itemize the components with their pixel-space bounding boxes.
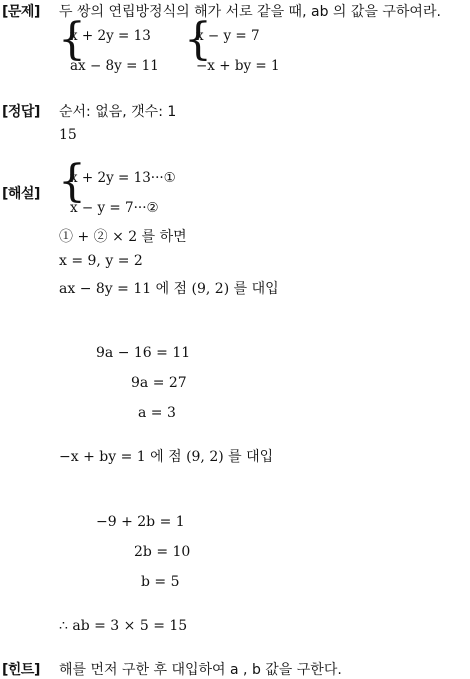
work-b-line1: −9 + 2b = 1 bbox=[96, 514, 185, 530]
solution-step-result: x = 9, y = 2 bbox=[59, 253, 143, 269]
hint-label: [힌트] bbox=[2, 662, 40, 678]
solution-label: [해설] bbox=[2, 186, 40, 202]
left-brace-icon: { bbox=[58, 156, 86, 207]
work-a-line2: 9a = 27 bbox=[131, 375, 187, 391]
work-b-line2: 2b = 10 bbox=[134, 544, 191, 560]
work-b-line3: b = 5 bbox=[141, 574, 180, 590]
answer-value: 15 bbox=[59, 127, 77, 143]
work-a-line1: 9a − 16 = 11 bbox=[96, 345, 191, 361]
work-a-line3: a = 3 bbox=[138, 405, 176, 421]
system2-eq2: −x + by = 1 bbox=[196, 58, 280, 74]
system1-eq1: x + 2y = 13 bbox=[70, 28, 151, 44]
answer-meta: 순서: 없음, 갯수: 1 bbox=[59, 104, 177, 120]
problem-label: [문제] bbox=[2, 4, 40, 20]
solution-eq2: x − y = 7···② bbox=[70, 200, 159, 216]
left-brace-icon: { bbox=[184, 14, 212, 65]
hint-text: 해를 먼저 구한 후 대입하여 a , b 값을 구한다. bbox=[59, 662, 342, 678]
solution-eq1: x + 2y = 13···① bbox=[70, 170, 176, 186]
left-brace-icon: { bbox=[58, 14, 86, 65]
system1-eq2: ax − 8y = 11 bbox=[70, 58, 159, 74]
system2-eq1: x − y = 7 bbox=[196, 28, 260, 44]
problem-statement: 두 쌍의 연립방정식의 해가 서로 같을 때, ab 의 값을 구하여라. bbox=[59, 4, 441, 20]
answer-label: [정답] bbox=[2, 104, 40, 120]
solution-step-combine: ① + ② × 2 를 하면 bbox=[59, 229, 187, 245]
solution-step-substitute-a: ax − 8y = 11 에 점 (9, 2) 를 대입 bbox=[59, 281, 279, 297]
solution-step-substitute-b: −x + by = 1 에 점 (9, 2) 를 대입 bbox=[59, 449, 274, 465]
solution-conclusion: ∴ ab = 3 × 5 = 15 bbox=[59, 618, 188, 634]
